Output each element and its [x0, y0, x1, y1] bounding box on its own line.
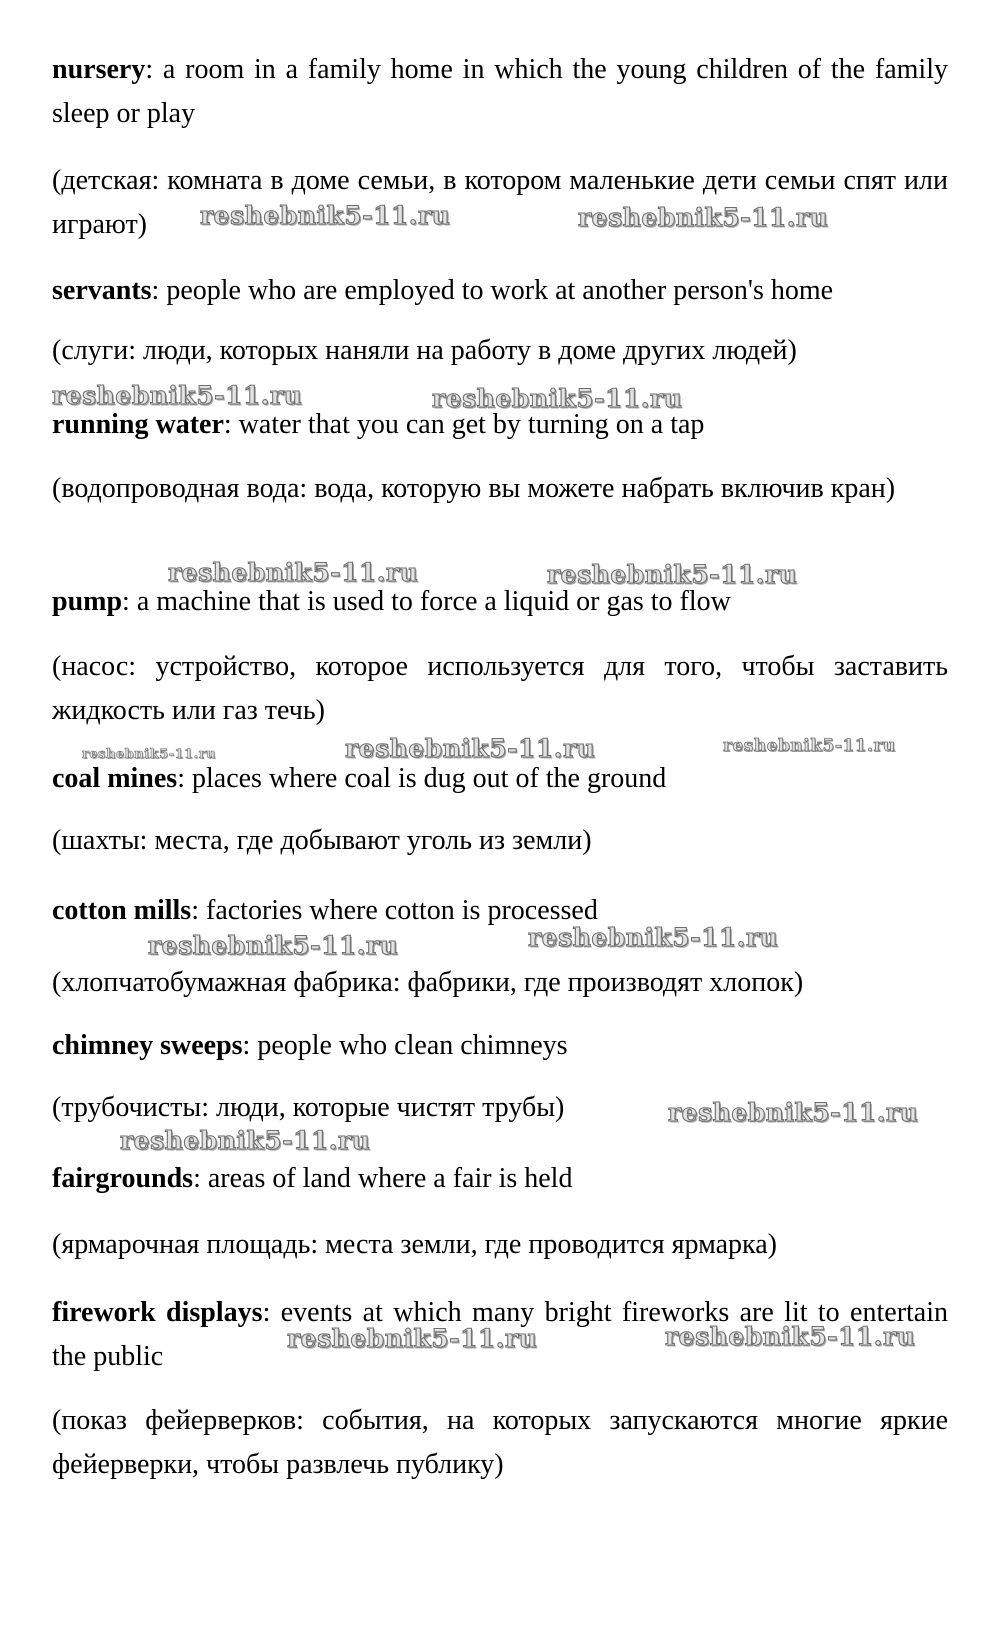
entry-definition [52, 1024, 948, 1068]
entry-term: cotton mills [52, 895, 192, 926]
entry-translation: (насос: устройство, которое используется для того, чтобы заставить жидкость или газ течь) [52, 651, 948, 726]
entry-term: servants [52, 275, 152, 306]
watermark-text: reshebnik5-11.ru [432, 384, 683, 413]
entry-definition-text: : people who are employed to work at another person's home [151, 275, 834, 306]
watermark-text: reshebnik5-11.ru [120, 1126, 371, 1155]
entry-definition [52, 757, 948, 801]
watermark-text: reshebnik5-11.ru [148, 931, 399, 960]
entry-translation: (трубочисты: люди, которые чистят трубы) [52, 1092, 565, 1123]
entry-definition-text: : people who clean chimneys [242, 1030, 568, 1061]
entry-definition-text: : water that you can get by turning on a tap [223, 409, 705, 440]
entry-term: chimney sweeps [52, 1030, 243, 1061]
entry-translation: (шахты: места, где добывают уголь из земли) [52, 825, 592, 856]
watermark-text: reshebnik5-11.ru [345, 734, 596, 763]
entry-translation: (хлопчатобумажная фабрика: фабрики, где производят хлопок) [52, 967, 804, 998]
watermark-text: reshebnik5-11.ru [547, 560, 798, 589]
watermark-text: reshebnik5-11.ru [528, 923, 779, 952]
entry-definition-text: : events at which many bright fireworks are lit to entertain the public [52, 1297, 949, 1372]
entry-term: nursery [52, 54, 146, 85]
entry-translation: (показ фейерверков: события, на которых запускаются многие яркие фейерверки, чтобы развлечь публику) [52, 1405, 948, 1480]
watermark-text: reshebnik5-11.ru [200, 201, 451, 230]
entry-definition-text: : places where coal is dug out of the ground [177, 763, 667, 794]
watermark-text: reshebnik5-11.ru [668, 1098, 919, 1127]
watermark-text: reshebnik5-11.ru [168, 558, 419, 587]
entry-definition-text: : factories where cotton is processed [191, 895, 598, 926]
watermark-text: reshebnik5-11.ru [665, 1322, 916, 1351]
entry-translation: (слуги: люди, которых наняли на работу в доме других людей) [52, 335, 797, 366]
entry-term: pump [52, 586, 123, 617]
entry-term: coal mines [52, 763, 178, 794]
entry-definition [52, 48, 948, 136]
entry-definition-text: : areas of land where a fair is held [193, 1163, 573, 1194]
entry-definition-text: : a machine that is used to force a liquid or gas to flow [122, 586, 731, 617]
entry-term: running water [52, 409, 224, 440]
entry-definition [52, 269, 948, 313]
entry-term: fairgrounds [52, 1163, 194, 1194]
watermark-text: reshebnik5-11.ru [82, 747, 217, 762]
entry-translation: (детская: комната в доме семьи, в котором маленькие дети семьи спят или играют) [52, 165, 948, 240]
entry-definition [52, 889, 948, 933]
watermark-text: reshebnik5-11.ru [723, 736, 896, 756]
entry-translation: (водопроводная вода: вода, которую вы можете набрать включив кран) [52, 473, 896, 504]
entry-definition [52, 1157, 948, 1201]
entry-term: firework displays [52, 1297, 263, 1328]
entry-translation: (ярмарочная площадь: места земли, где проводится ярмарка) [52, 1229, 777, 1260]
watermark-text: reshebnik5-11.ru [578, 203, 829, 232]
watermark-text: reshebnik5-11.ru [287, 1324, 538, 1353]
entry-definition-text: : a room in a family home in which the young children of the family sleep or play [52, 54, 948, 129]
watermark-text: reshebnik5-11.ru [52, 381, 303, 410]
